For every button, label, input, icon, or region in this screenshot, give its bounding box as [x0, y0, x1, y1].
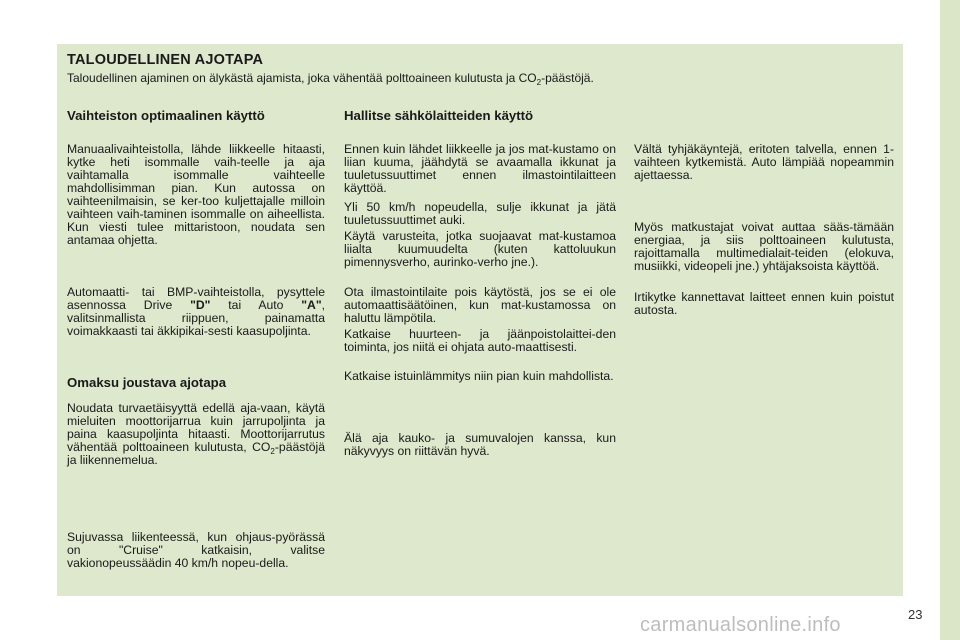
paragraph-air-conditioning: Ota ilmastointilaite pois käytöstä, jos se ei ole automaattisäätöinen, kun mat-kustamossa on haluttu lämpötila. — [344, 285, 616, 325]
drive-label: "D" — [190, 298, 211, 312]
paragraph-disconnect-devices: Irtikytke kannettavat laitteet ennen kuin poistut autosta. — [634, 290, 894, 317]
auto-text-3: , valitsinmallista riippuen, painamatta voimakkaasti tai äkkipikai-sesti kaasupoljinta. — [67, 298, 325, 338]
intro-subscript: 2 — [536, 78, 542, 87]
intro-text-main: Taloudellinen ajaminen on älykästä ajamista, joka vähentää polttoaineen kulutusta ja CO — [67, 71, 537, 85]
paragraph-cruise-control: Sujuvassa liikenteessä, kun ohjaus-pyörässä on "Cruise" katkaisin, valitse vakionopeussäädin 40 km/h nopeu-della. — [67, 530, 325, 570]
safe-distance-text: Noudata turvaetäisyyttä edellä aja-vaan, käytä mieluiten moottorijarrua kuin jarrupoljinta ja paina kaasupoljinta hitaasti. Moottorijarrutus vähentää polttoaineen kulutusta, CO — [67, 401, 325, 454]
co2-subscript: 2 — [270, 447, 275, 456]
auto-text-1: Automaatti- tai BMP-vaihteistolla, pysyttele asennossa Drive — [67, 285, 325, 312]
paragraph-lights: Älä aja kauko- ja sumuvalojen kanssa, kun näkyvyys on riittävän hyvä. — [344, 431, 616, 458]
intro-text — [67, 71, 887, 87]
paragraph-ventilation: Ennen kuin lähdet liikkeelle ja jos mat-kustamo on liian kuuma, jäähdytä se avaamalla ikkunat ja tuuletussuuttimet ennen ilmastointilaitteen käyttöä. — [344, 142, 616, 195]
auto-text-2: tai Auto — [210, 298, 302, 312]
paragraph-automatic-gearbox — [67, 286, 325, 338]
paragraph-seat-heating: Katkaise istuinlämmitys niin pian kuin mahdollista. — [344, 369, 614, 383]
paragraph-manual-gearbox: Manuaalivaihteistolla, lähde liikkeelle hitaasti, kytke heti isommalle vaih-teelle ja aja vaihtamalla isommalle vaihteelle mahdollisimman pian. Kun autossa on vaihteenilmaisin, se ker-too kuljettajalle milloin vaihteen vaih-taminen isommalle on aiheellista. Kun viesti tulee mittaristoon, noudata sen antamaa ohjetta. — [67, 142, 325, 247]
side-tab-strip — [940, 0, 960, 640]
page-number: 23 — [908, 607, 923, 622]
watermark: carmanualsonline.info — [640, 614, 841, 636]
auto-label: "A" — [301, 298, 322, 312]
paragraph-passengers: Myös matkustajat voivat auttaa sääs-tämään energiaa, ja siis polttoaineen kulutusta, rajoittamalla multimedialait-teiden (elokuva, musiikki, videopeli jne.) yhtäjaksoista käyttöä. — [634, 220, 894, 273]
paragraph-windows: Yli 50 km/h nopeudella, sulje ikkunat ja jätä tuuletussuuttimet auki. — [344, 200, 616, 227]
intro-text-end: -päästöjä. — [541, 71, 594, 85]
paragraph-defrost: Katkaise huurteen- ja jäänpoistolaittei-den toiminta, jos niitä ei ohjata auto-maattisesti. — [344, 327, 616, 354]
heading-electrical: Hallitse sähkölaitteiden käyttö — [344, 108, 534, 123]
paragraph-sun-protection: Käytä varusteita, jotka suojaavat mat-kustamoa liialta kuumuudelta (kuten kattoluukun pimennysverho, aurinko-verho jne.). — [344, 229, 616, 269]
section-title: TALOUDELLINEN AJOTAPA — [67, 52, 264, 68]
paragraph-safe-distance — [67, 402, 325, 467]
paragraph-idling: Vältä tyhjäkäyntejä, eritoten talvella, ennen 1-vaihteen kytkemistä. Auto lämpiää nopeammin ajettaessa. — [634, 142, 894, 182]
safe-distance-text-end: -päästöjä ja liikennemelua. — [67, 440, 325, 467]
heading-flexible-driving: Omaksu joustava ajotapa — [67, 375, 227, 390]
heading-gearbox: Vaihteiston optimaalinen käyttö — [67, 108, 265, 123]
